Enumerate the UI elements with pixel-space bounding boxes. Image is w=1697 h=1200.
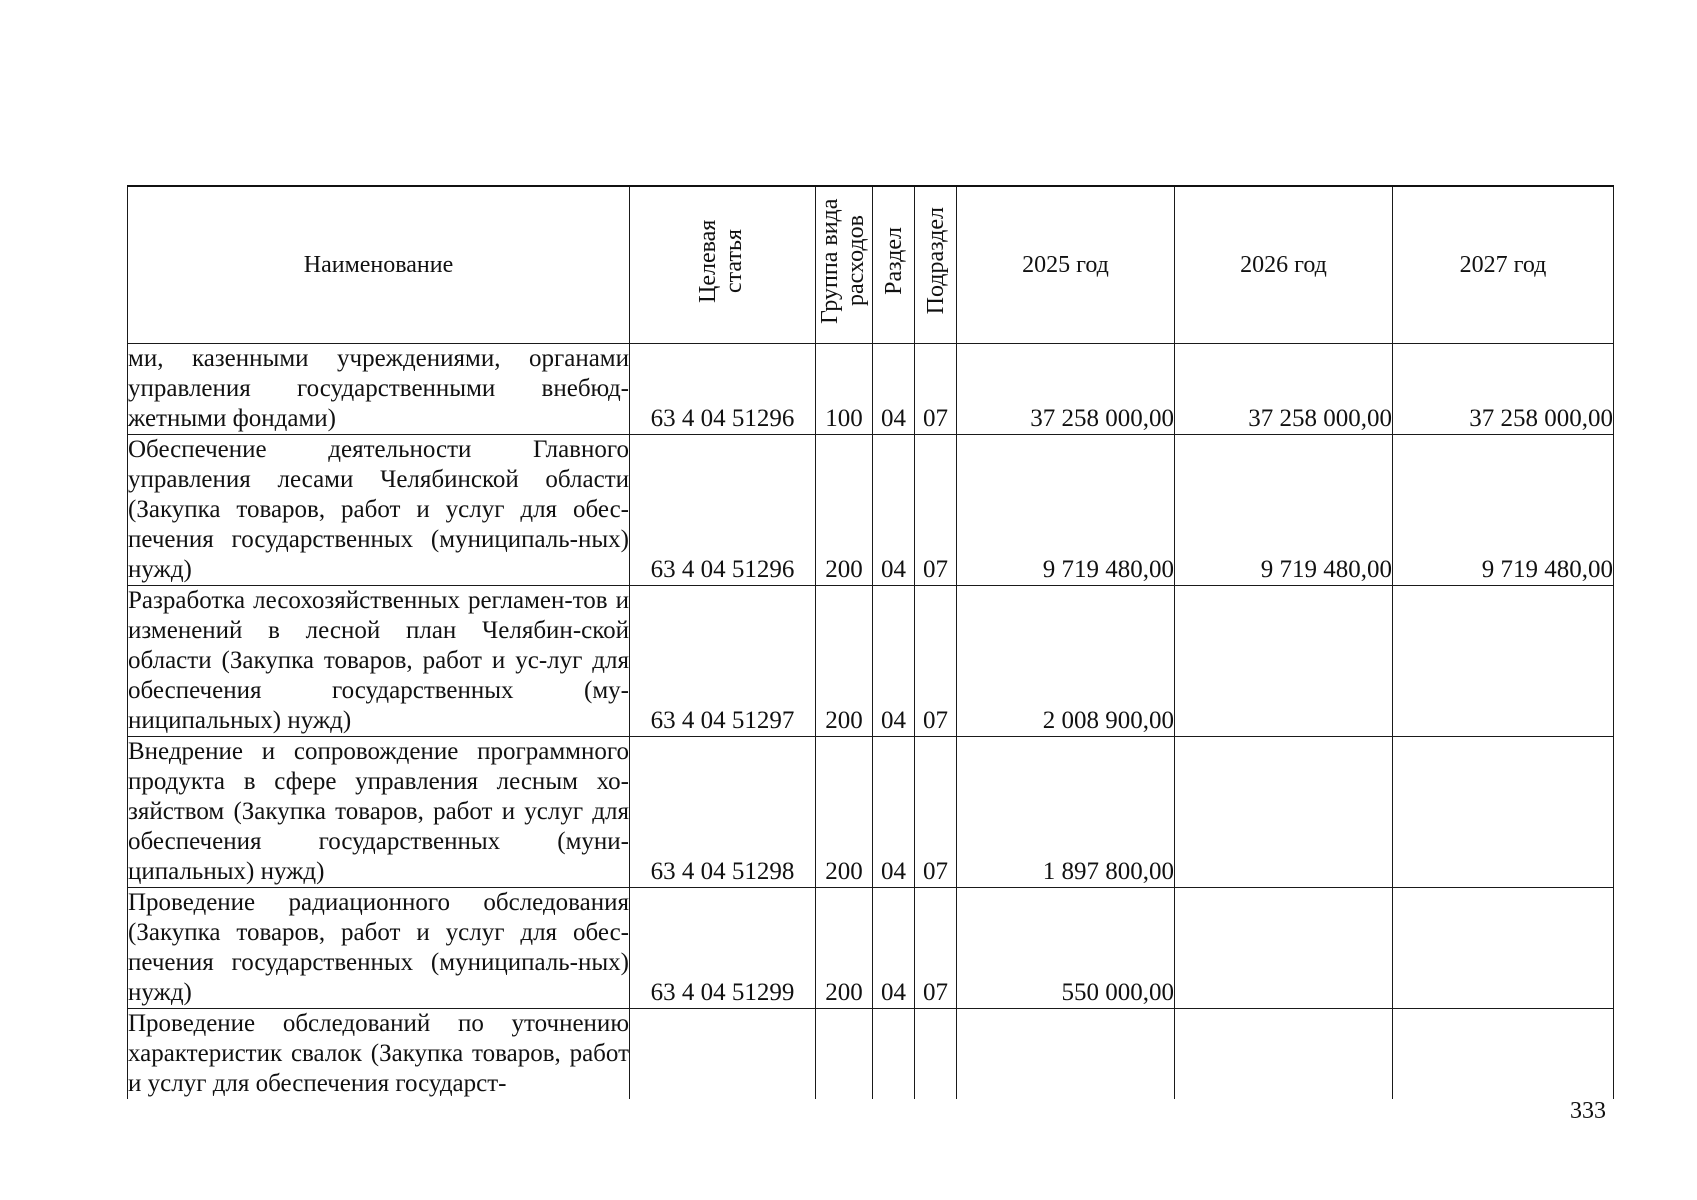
- cell-2026: 9 719 480,00: [1175, 435, 1393, 586]
- header-2027: [1393, 186, 1614, 344]
- cell-expense-group: 100: [816, 344, 873, 435]
- cell-section: 04: [873, 344, 915, 435]
- cell-expense-group: 200: [816, 435, 873, 586]
- cell-expense-group: 200: [816, 737, 873, 888]
- row-name-text: Разработка лесохозяйственных регламен-тов и изменений в лесной план Челябин-ской области (Закупка товаров, работ и ус-луг для обеспечения государственных (му-ниципальных) нужд): [128, 587, 629, 734]
- cell-expense-group: [816, 1009, 873, 1100]
- header-2025-label: 2025 год: [1022, 252, 1109, 278]
- cell-name: [128, 888, 630, 1009]
- table-row: [128, 737, 1614, 888]
- header-expense-group: [816, 186, 873, 344]
- table-header-row: [128, 186, 1614, 344]
- cell-target-item: [630, 1009, 816, 1100]
- cell-expense-group: 200: [816, 888, 873, 1009]
- cell-2025: 37 258 000,00: [957, 344, 1175, 435]
- cell-2026: [1175, 1009, 1393, 1100]
- table-row: [128, 1009, 1614, 1100]
- cell-target-item: 63 4 04 51298: [630, 737, 816, 888]
- cell-2026: [1175, 737, 1393, 888]
- row-name-text: Проведение радиационного обследования (Закупка товаров, работ и услуг для обес-печения государственных (муниципаль-ных) нужд): [128, 889, 629, 1006]
- cell-2027: [1393, 586, 1614, 737]
- cell-2025: 2 008 900,00: [957, 586, 1175, 737]
- header-section-label: Раздел: [880, 227, 907, 295]
- cell-name: [128, 586, 630, 737]
- cell-subsection: 07: [915, 586, 957, 737]
- row-name-text: Внедрение и сопровождение программного продукта в сфере управления лесным хо-зяйством (Закупка товаров, работ и услуг для обеспечения государственных (муни-ципальных) нужд): [128, 738, 629, 885]
- table-row: [128, 344, 1614, 435]
- page-number: 333: [1570, 1098, 1606, 1124]
- table-body: [128, 344, 1614, 1100]
- header-2026-label: 2026 год: [1240, 252, 1327, 278]
- cell-2027: [1393, 1009, 1614, 1100]
- header-subsection-label: Подраздел: [922, 207, 949, 315]
- cell-2026: [1175, 888, 1393, 1009]
- cell-subsection: [915, 1009, 957, 1100]
- cell-subsection: 07: [915, 888, 957, 1009]
- cell-expense-group: 200: [816, 586, 873, 737]
- cell-section: [873, 1009, 915, 1100]
- header-2026: [1175, 186, 1393, 344]
- cell-2025: 9 719 480,00: [957, 435, 1175, 586]
- header-name: [128, 186, 630, 344]
- header-2025: [957, 186, 1175, 344]
- cell-section: 04: [873, 888, 915, 1009]
- table-row: [128, 888, 1614, 1009]
- cell-2027: [1393, 737, 1614, 888]
- cell-2025: 1 897 800,00: [957, 737, 1175, 888]
- cell-name: [128, 435, 630, 586]
- cell-2027: 9 719 480,00: [1393, 435, 1614, 586]
- header-target-item-label: Целевая статья: [694, 219, 747, 303]
- budget-table-page: [127, 185, 1613, 1097]
- row-name-text: Проведение обследований по уточнению характеристик свалок (Закупка товаров, работ и услуг для обеспечения государст-: [128, 1010, 629, 1097]
- header-2027-label: 2027 год: [1459, 252, 1547, 278]
- table-row: [128, 435, 1614, 586]
- cell-subsection: 07: [915, 435, 957, 586]
- budget-table: [127, 185, 1614, 1099]
- cell-2027: 37 258 000,00: [1393, 344, 1614, 435]
- header-name-label: Наименование: [303, 252, 454, 278]
- cell-target-item: 63 4 04 51299: [630, 888, 816, 1009]
- header-expense-group-label: Группа вида расходов: [817, 198, 869, 324]
- cell-2026: [1175, 586, 1393, 737]
- row-name-text: ми, казенными учреждениями, органами управления государственными внебюд-жетными фондами): [128, 345, 629, 432]
- header-section: [873, 186, 915, 344]
- header-target-item: [630, 186, 816, 344]
- cell-target-item: 63 4 04 51296: [630, 435, 816, 586]
- cell-name: [128, 737, 630, 888]
- cell-2025: [957, 1009, 1175, 1100]
- cell-2027: [1393, 888, 1614, 1009]
- cell-section: 04: [873, 586, 915, 737]
- row-name-text: Обеспечение деятельности Главного управления лесами Челябинской области (Закупка товаров, работ и услуг для обес-печения государственных (муниципаль-ных) нужд): [128, 436, 629, 583]
- cell-target-item: 63 4 04 51297: [630, 586, 816, 737]
- cell-subsection: 07: [915, 737, 957, 888]
- cell-section: 04: [873, 435, 915, 586]
- header-subsection: [915, 186, 957, 344]
- table-row: [128, 586, 1614, 737]
- cell-name: [128, 344, 630, 435]
- cell-target-item: 63 4 04 51296: [630, 344, 816, 435]
- cell-section: 04: [873, 737, 915, 888]
- cell-subsection: 07: [915, 344, 957, 435]
- cell-2025: 550 000,00: [957, 888, 1175, 1009]
- cell-name: [128, 1009, 630, 1100]
- cell-2026: 37 258 000,00: [1175, 344, 1393, 435]
